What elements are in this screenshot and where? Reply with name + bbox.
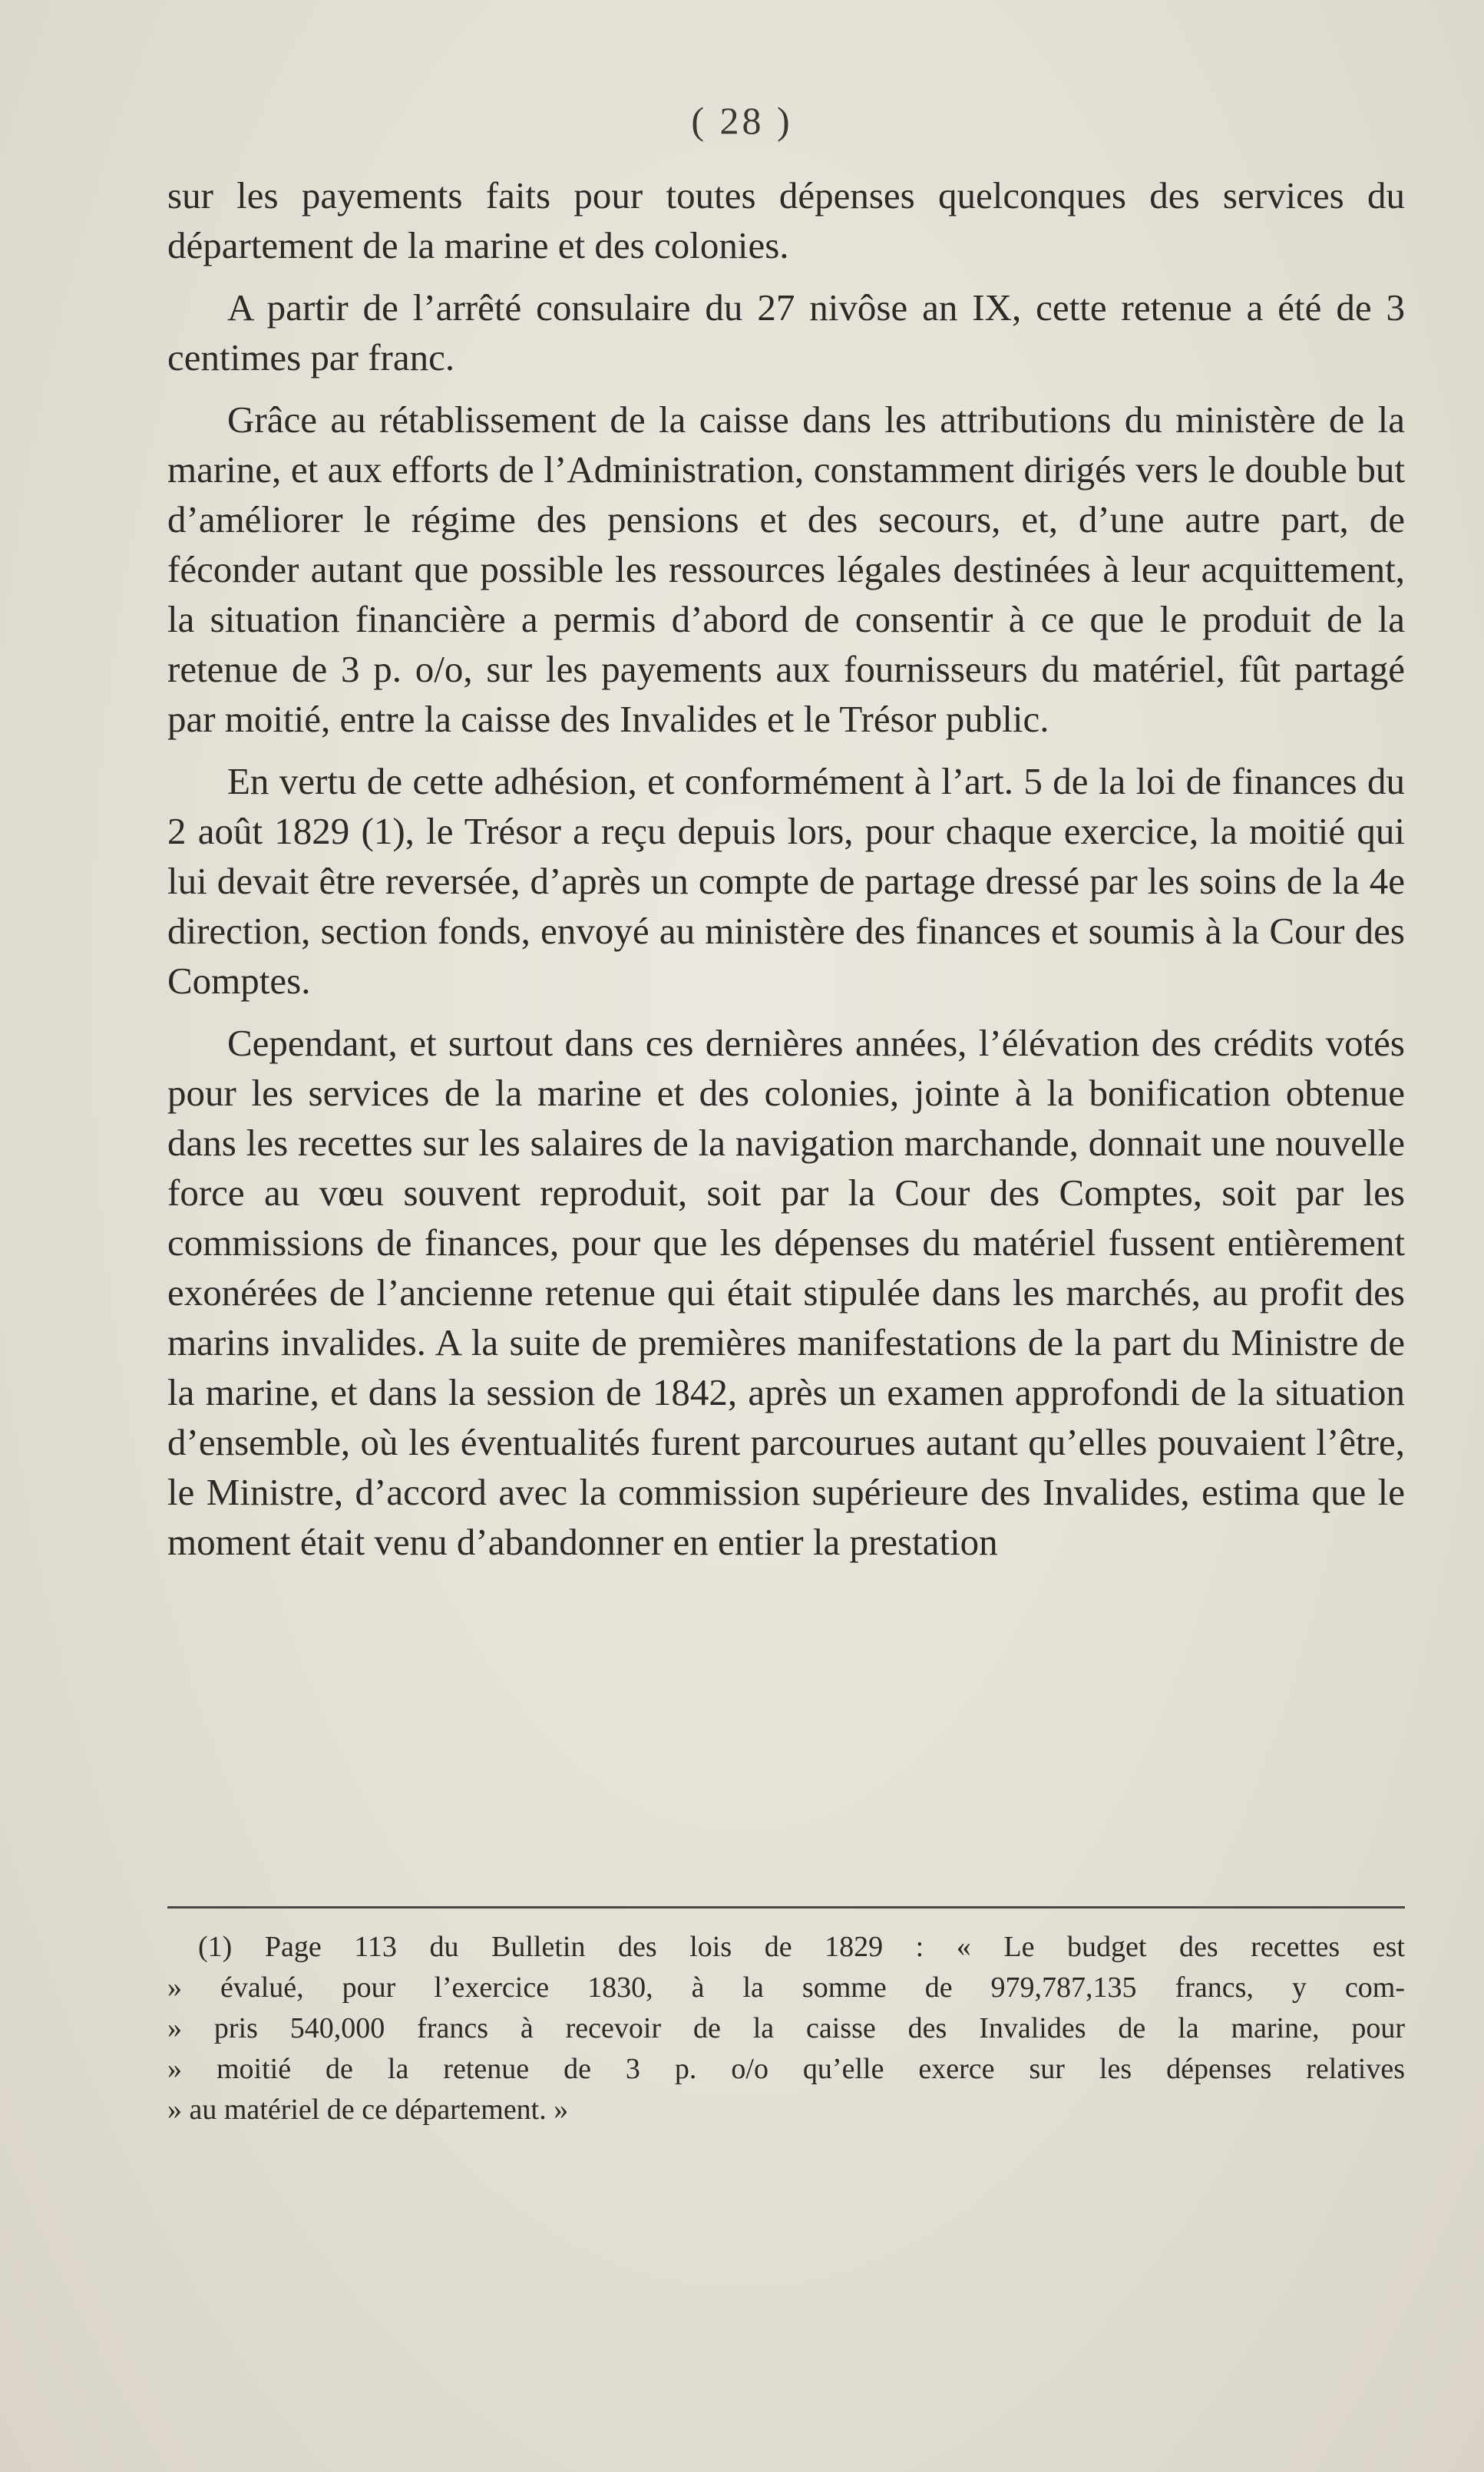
footnote-line: » au matériel de ce département. » [167,2094,569,2126]
footnote-separator-rule [167,1906,1405,1909]
page-number: ( 28 ) [691,99,793,142]
footnote [167,1927,1405,2130]
footnote-line: » évalué, pour l’exercice 1830, à la somme de 979,787,135 francs, y com- [167,1971,1405,2004]
paragraph-retablissement-caisse: Grâce au rétablissement de la caisse dans les attributions du ministère de la marine, et aux efforts de l’Administration, constamment dirigés vers le double but d’améliorer le régime des pensions et des secours, et, d’une autre part, de féconder autant que possible les ressources légales destinées à leur acquittement, la situation financière a permis d’abord de consentir à ce que le produit de la retenue de 3 p. o/o, sur les payements aux fournisseurs du matériel, fût partagé par moitié, entre la caisse des Invalides et le Trésor public. [167,398,1405,740]
paragraph-continued: sur les payements faits pour toutes dépenses quelconques des services du département de la marine et des colonies. [167,174,1405,266]
paragraph-cependant: Cependant, et surtout dans ces dernières années, l’élévation des crédits votés pour les services de la marine et des colonies, jointe à la bonification obtenue dans les recettes sur les salaires de la navigation marchande, donnait une nouvelle force au vœu souvent reproduit, soit par la Cour des Comptes, soit par les commissions de finances, pour que les dépenses du matériel fussent entièrement exonérées de l’ancienne retenue qui était stipulée dans les marchés, au profit des marins invalides. A la suite de premières manifestations de la part du Ministre de la marine, et dans la session de 1842, après un examen approfondi de la situation d’ensemble, où les éventualités furent parcourues autant qu’elles pouvaient l’être, le Ministre, d’accord avec la commission supérieure des Invalides, estima que le moment était venu d’abandonner en entier la prestation [167,1022,1405,1563]
body-text [167,170,1405,1579]
footnote-line: (1) Page 113 du Bulletin des lois de 1829 : « Le budget des recettes est [198,1931,1405,1963]
paragraph-arrete-consulaire: A partir de l’arrêté consulaire du 27 nivôse an IX, cette retenue a été de 3 centimes par franc. [167,286,1405,378]
paragraph-loi-de-finances: En vertu de cette adhésion, et conformément à l’art. 5 de la loi de finances du 2 août 1829 (1), le Trésor a reçu depuis lors, pour chaque exercice, la moitié qui lui devait être reversée, d’après un compte de partage dressé par les soins de la 4e direction, section fonds, envoyé au ministère des finances et soumis à la Cour des Comptes. [167,760,1405,1002]
footnote-line: » pris 540,000 francs à recevoir de la caisse des Invalides de la marine, pour [167,2012,1405,2044]
footnote-line: » moitié de la retenue de 3 p. o/o qu’elle exerce sur les dépenses relatives [167,2053,1405,2085]
